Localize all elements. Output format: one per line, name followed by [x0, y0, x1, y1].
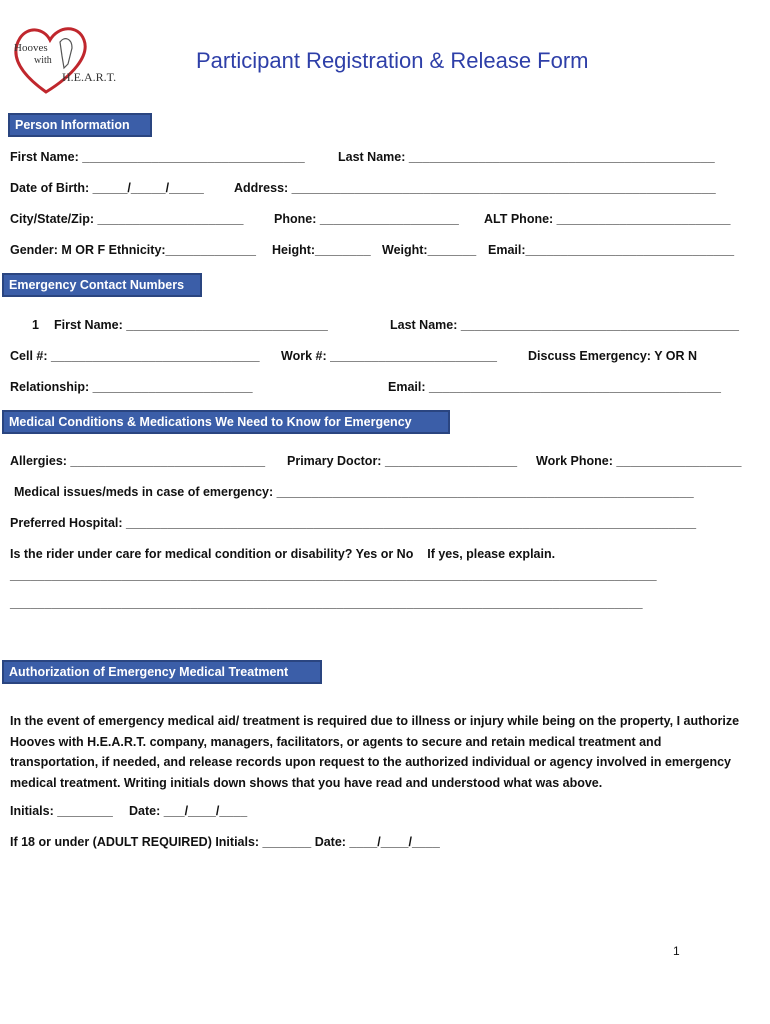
discuss-emergency-field[interactable]: Discuss Emergency: Y OR N	[528, 349, 698, 363]
adult-initials-field[interactable]: If 18 or under (ADULT REQUIRED) Initials: _______ Date: ____/____/____	[10, 835, 440, 849]
date-field[interactable]: Date: ___/____/____	[129, 804, 248, 818]
gender-ethnicity-field[interactable]: Gender: M OR F Ethnicity:_____________	[10, 243, 256, 257]
disability-question: Is the rider under care for medical condition or disability? Yes or No If yes, please explain.	[10, 547, 556, 561]
emergency-contact-number: 1	[32, 318, 39, 332]
emergency-work-field[interactable]: Work #: ________________________	[281, 349, 497, 363]
section-header-person: Person Information	[8, 113, 152, 137]
email-field[interactable]: Email:______________________________	[488, 243, 735, 257]
first-name-field[interactable]: First Name: ________________________________	[10, 150, 305, 164]
preferred-hospital-field[interactable]: Preferred Hospital: __________________________________________________________________________________	[10, 516, 697, 530]
weight-field[interactable]: Weight:_______	[382, 243, 477, 257]
allergies-field[interactable]: Allergies: ____________________________	[10, 454, 266, 468]
section-header-medical: Medical Conditions & Medications We Need to Know for Emergency	[2, 410, 450, 434]
primary-doctor-field[interactable]: Primary Doctor: ___________________	[287, 454, 518, 468]
heart-logo-icon	[8, 24, 126, 96]
medical-issues-field[interactable]: Medical issues/meds in case of emergency: ____________________________________________________________	[14, 485, 694, 499]
authorization-text: In the event of emergency medical aid/ treatment is required due to illness or injury while being on the property, I authorize Hooves with H.E.A.R.T. company, managers, facilitators, or agents to secure and retain medical treatment and transportation, if needed, and release records upon request to the authorized individual or agency involved in emergency medical treatment. Writing initials down shows that you have read and understood what was above.	[10, 714, 740, 790]
logo-text-hooves: Hooves	[14, 42, 48, 54]
last-name-field[interactable]: Last Name: ____________________________________________	[338, 150, 715, 164]
emergency-last-name-field[interactable]: Last Name: ________________________________________	[390, 318, 739, 332]
section-header-authorization: Authorization of Emergency Medical Treatment	[2, 660, 322, 684]
alt-phone-field[interactable]: ALT Phone: _________________________	[484, 212, 731, 226]
address-field[interactable]: Address: _____________________________________________________________	[234, 181, 716, 195]
logo-text-with: with	[34, 55, 52, 66]
emergency-cell-field[interactable]: Cell #: ______________________________	[10, 349, 260, 363]
height-field[interactable]: Height:________	[272, 243, 371, 257]
page-number: 1	[673, 944, 680, 958]
dob-field[interactable]: Date of Birth: _____/_____/_____	[10, 181, 204, 195]
explain-line-1[interactable]: _____________________________________________________________________________________________	[10, 568, 657, 582]
initials-field[interactable]: Initials: ________	[10, 804, 113, 818]
section-header-emergency: Emergency Contact Numbers	[2, 273, 202, 297]
city-state-zip-field[interactable]: City/State/Zip: _____________________	[10, 212, 244, 226]
emergency-first-name-field[interactable]: First Name: _____________________________	[54, 318, 328, 332]
explain-line-2[interactable]: ___________________________________________________________________________________________	[10, 596, 643, 610]
emergency-email-field[interactable]: Email: __________________________________________	[388, 380, 721, 394]
relationship-field[interactable]: Relationship: _______________________	[10, 380, 253, 394]
work-phone-field[interactable]: Work Phone: __________________	[536, 454, 742, 468]
logo-text-heart: H.E.A.R.T.	[62, 70, 117, 84]
phone-field[interactable]: Phone: ____________________	[274, 212, 459, 226]
page-title: Participant Registration & Release Form	[196, 48, 589, 73]
logo	[8, 24, 126, 96]
